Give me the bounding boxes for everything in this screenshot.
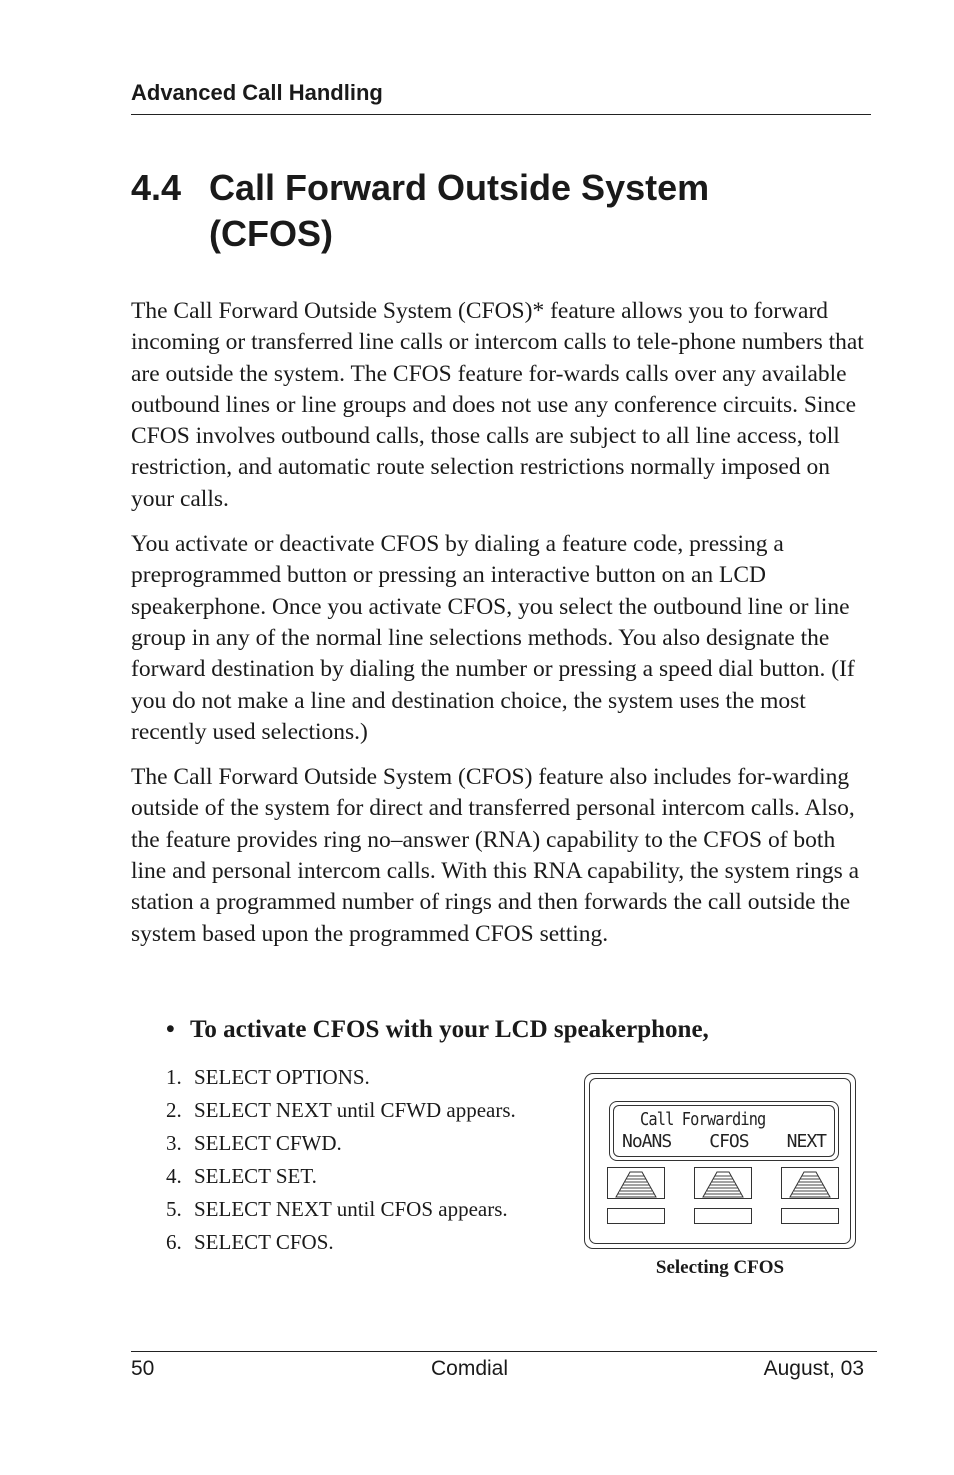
section-number: 4.4 [131,167,182,208]
softkey-arrow-icon [701,1170,745,1198]
step-number: 1. [166,1065,182,1089]
lcd-label-next: NEXT [786,1131,826,1152]
footer-date: August, 03 [763,1357,864,1380]
lcd-line-1: Call Forwarding [640,1109,766,1130]
step-text: SELECT OPTIONS. [194,1065,370,1089]
lcd-label-cfos: CFOS [709,1131,749,1152]
lcd-softkey-labels [622,1131,826,1152]
procedure-heading-text: To activate CFOS with your LCD speakerphone, [190,1016,709,1043]
body-text [131,296,866,964]
step-text: SELECT CFOS. [194,1230,334,1254]
softkey-center[interactable] [694,1167,752,1199]
step-item [166,1129,526,1158]
figure-caption: Selecting CFOS [655,1257,785,1278]
procedure-steps [166,1063,526,1261]
paragraph-activation: You activate or deactivate CFOS by dialing a feature code, pressing a preprogrammed button or pressing an interactive button on an LCD speakerphone. Once you activate CFOS, you select the outbound line or line group in any of the normal line selections methods. You also designate the forward destination by dialing the number or pressing a speed dial button. (If you do not make a line and destination choice, the system uses the most recently used selections.) [131,531,855,745]
phone-figure [584,1073,856,1279]
softkey-arrow-icon [614,1170,658,1198]
step-text: SELECT NEXT until CFOS appears. [194,1197,508,1221]
running-header: Advanced Call Handling [131,80,383,105]
step-text: SELECT SET. [194,1164,317,1188]
lcd-label-noans: NoANS [622,1131,672,1152]
footer-rule [131,1351,877,1352]
paragraph-intro: The Call Forward Outside System (CFOS)* feature allows you to forward incoming or transferred line calls or intercom calls to tele-phone numbers that are outside the system. The CFOS feature for-wards calls over any available outbound lines or line groups and does not use any conference circuits. Since CFOS involves outbound calls, those calls are subject to all line access, toll restriction, and automatic route selection restrictions normally imposed on your calls. [131,298,864,512]
led-indicator [607,1208,665,1224]
section-title-text: Call Forward Outside System (CFOS) [209,167,710,254]
step-item [166,1228,526,1257]
step-number: 2. [166,1098,182,1122]
step-number: 3. [166,1131,182,1155]
led-indicator [781,1208,839,1224]
softkey-right[interactable] [781,1167,839,1199]
softkey-arrow-icon [788,1170,832,1198]
step-number: 5. [166,1197,182,1221]
softkey-left[interactable] [607,1167,665,1199]
page-number: 50 [131,1357,155,1380]
footer-publisher: Comdial [431,1357,509,1380]
step-text: SELECT NEXT until CFWD appears. [194,1098,516,1122]
step-number: 6. [166,1230,182,1254]
section-title [131,165,809,257]
step-item [166,1063,526,1092]
step-item [166,1096,526,1125]
step-text: SELECT CFWD. [194,1131,342,1155]
step-item [166,1195,526,1224]
lcd-screen [609,1101,839,1161]
header-rule [131,114,871,115]
step-item [166,1162,526,1191]
led-indicator [694,1208,752,1224]
procedure-heading [166,1016,709,1044]
phone-display-panel [584,1073,856,1249]
paragraph-rna: The Call Forward Outside System (CFOS) feature also includes for-warding outside of the system for direct and transferred personal intercom calls. Also, the feature provides ring no–answer (RNA) capability to the CFOS of both line and personal intercom calls. With this RNA capability, the system rings a station a programmed number of rings and then forwards the call outside the system based upon the programmed CFOS setting. [131,764,860,947]
step-number: 4. [166,1164,182,1188]
bullet: • [166,1016,175,1043]
